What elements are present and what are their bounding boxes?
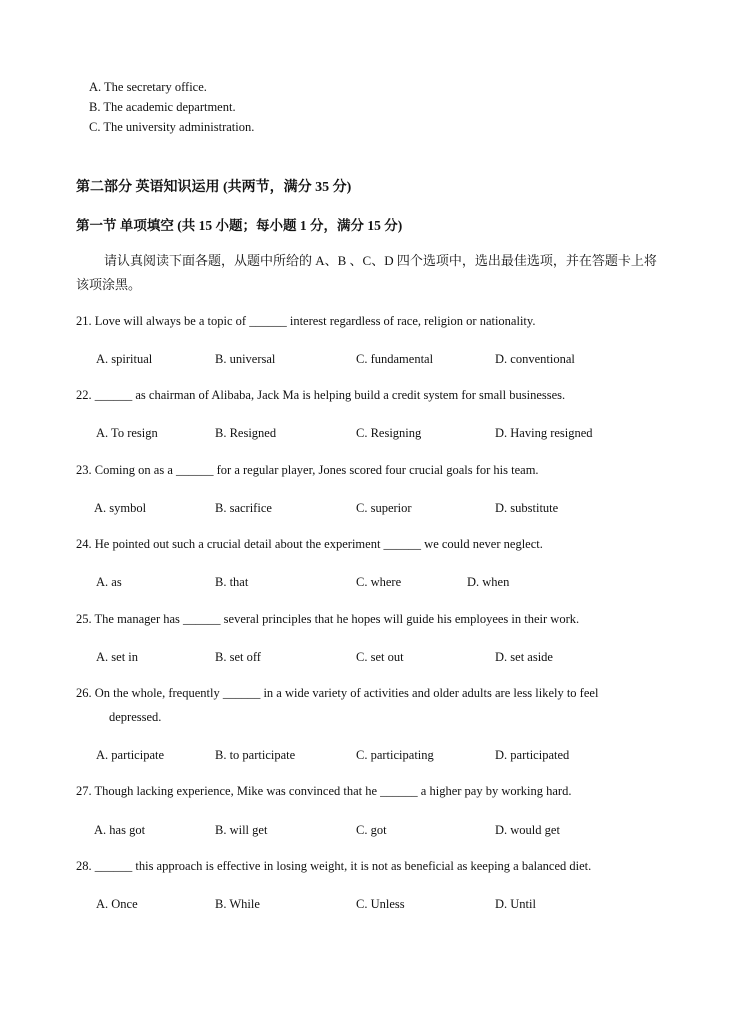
part-title: 第二部分 英语知识运用 (共两节，满分 35 分) xyxy=(76,180,352,195)
question-22-stem: 22. ______ as chairman of Alibaba, Jack Ma is helping build a credit system for small businesses. xyxy=(76,388,566,402)
question-21-option-d: D. conventional xyxy=(495,352,575,366)
prev-option-b: B. The academic department. xyxy=(89,100,236,114)
question-22-option-a: A. To resign xyxy=(96,426,158,440)
question-27-option-d: D. would get xyxy=(495,823,560,837)
section-title: 第一节 单项填空 (共 15 小题；每小题 1 分，满分 15 分) xyxy=(76,218,403,233)
question-21-option-c: C. fundamental xyxy=(356,352,434,366)
question-26-option-b: B. to participate xyxy=(215,748,296,762)
question-23-option-a: A. symbol xyxy=(94,501,147,515)
question-22-option-d: D. Having resigned xyxy=(495,426,593,440)
question-22-option-b: B. Resigned xyxy=(215,426,277,440)
question-26-stem-line1: 26. On the whole, frequently ______ in a wide variety of activities and older adults are less likely to feel xyxy=(76,686,599,700)
question-27-option-c: C. got xyxy=(356,823,387,837)
question-21-option-b: B. universal xyxy=(215,352,276,366)
question-27-option-a: A. has got xyxy=(94,823,146,837)
question-25-option-c: C. set out xyxy=(356,650,404,664)
instructions: 请认真阅读下面各题，从题中所给的 A、B 、C、D 四个选项中，选出最佳选项，并在答题卡上将该项涂黑。 xyxy=(76,253,657,292)
question-25-option-b: B. set off xyxy=(215,650,261,664)
question-26-stem xyxy=(76,681,676,729)
question-25-stem: 25. The manager has ______ several principles that he hopes will guide his employees in their work. xyxy=(76,612,580,626)
question-26-option-c: C. participating xyxy=(356,748,434,762)
question-26-stem-line2: depressed. xyxy=(109,710,162,724)
question-21-stem: 21. Love will always be a topic of ______ interest regardless of race, religion or nationality. xyxy=(76,314,536,328)
question-23-option-c: C. superior xyxy=(356,501,412,515)
question-24-option-b: B. that xyxy=(215,575,249,589)
question-24-option-c: C. where xyxy=(356,575,402,589)
prev-option-c: C. The university administration. xyxy=(89,120,255,134)
question-28-option-c: C. Unless xyxy=(356,897,405,911)
question-23-option-b: B. sacrifice xyxy=(215,501,272,515)
question-28-stem: 28. ______ this approach is effective in losing weight, it is not as beneficial as keeping a balanced diet. xyxy=(76,859,592,873)
question-25-option-d: D. set aside xyxy=(495,650,553,664)
question-24-option-a: A. as xyxy=(96,575,122,589)
question-26-option-a: A. participate xyxy=(96,748,165,762)
question-28-option-b: B. While xyxy=(215,897,260,911)
question-23-option-d: D. substitute xyxy=(495,501,559,515)
question-21-option-a: A. spiritual xyxy=(96,352,153,366)
question-23-stem: 23. Coming on as a ______ for a regular player, Jones scored four crucial goals for his team. xyxy=(76,463,539,477)
question-28-option-a: A. Once xyxy=(96,897,138,911)
question-22-option-c: C. Resigning xyxy=(356,426,422,440)
question-24-stem: 24. He pointed out such a crucial detail about the experiment ______ we could never neglect. xyxy=(76,537,543,551)
question-27-stem: 27. Though lacking experience, Mike was convinced that he ______ a higher pay by working hard. xyxy=(76,784,572,798)
question-28-option-d: D. Until xyxy=(495,897,536,911)
question-24-option-d: D. when xyxy=(467,575,510,589)
question-25-option-a: A. set in xyxy=(96,650,139,664)
prev-option-a: A. The secretary office. xyxy=(89,80,207,94)
question-26-option-d: D. participated xyxy=(495,748,570,762)
question-27-option-b: B. will get xyxy=(215,823,268,837)
